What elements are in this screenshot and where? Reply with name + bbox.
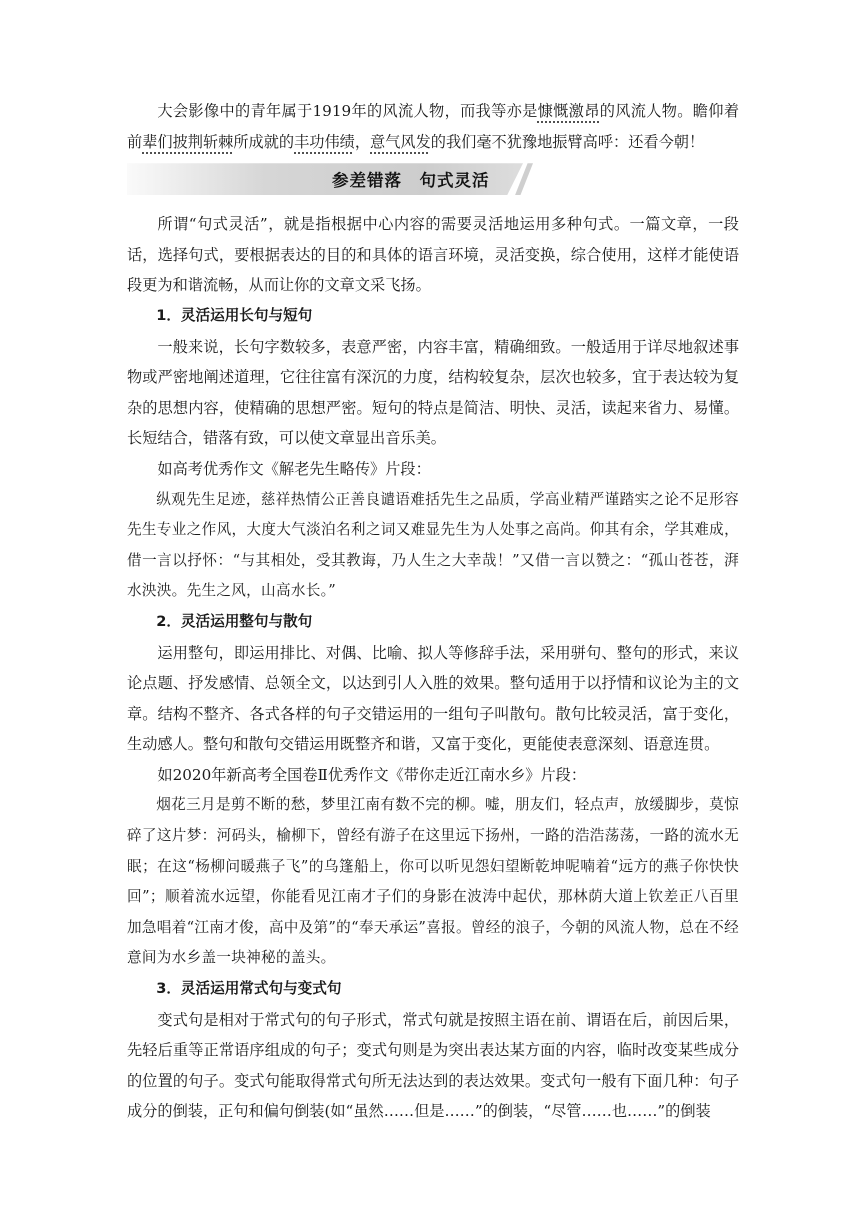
lead-paragraph: 所谓“句式灵活”，就是指根据中心内容的需要灵活地运用多种句式。一篇文章，一段话，选择句式，要根据表达的目的和具体的语言环境，灵活变换，综合使用，这样才能使语段更为和谐流畅，从而让你的文章文采飞扬。 [127,215,739,295]
example-intro-1: 如高考优秀作文《解老先生略传》片段： [157,459,431,478]
emphasis-text: 意气风发 [370,132,431,151]
emphasis-text: 丰功伟绩 [294,132,355,151]
section-heading-1: 1．灵活运用长句与短句 [156,306,313,324]
intro-text: 的风流人物。瞻仰着前 [127,102,740,151]
intro-text: 所成就的 [233,132,295,151]
document-page [127,96,739,1127]
intro-text: 大会影像中的青年属于1919年的风流人物，而我等亦是 [157,102,538,120]
section-banner [127,159,739,199]
emphasis-text: 慷慨激昂 [537,102,600,120]
intro-text: 的我们毫不犹豫地振臂高呼：还看今朝！ [430,132,705,151]
section-heading-2: 2．灵活运用整句与散句 [156,612,313,630]
body-paragraph-2: 运用整句，即运用排比、对偶、比喻、拟人等修辞手法，采用骈句、整句的形式，来议论点题、抒发感情、总领全文，以达到引人入胜的效果。整句适用于以抒情和议论为主的文章。结构不整齐、各式各样的句子交错运用的一组句子叫散句。散句比较灵活，富于变化，生动感人。整句和散句交错运用既整齐和谐，又富于变化，更能使表意深刻、语意连贯。 [127,643,739,754]
emphasis-text: 辈们披荆斩棘 [142,132,234,151]
intro-paragraph [127,96,739,157]
body-paragraph-3: 变式句是相对于常式句的句子形式，常式句就是按照主语在前、谓语在后，前因后果，先轻后重等正常语序组成的句子；变式句则是为突出表达某方面的内容，临时改变某些成分的位置的句子。变式句能取得常式句所无法达到的表达效果。变式句一般有下面几种：句子成分的倒装，正句和偏句倒装(如“虽然……但是……”的倒装，“尽管……也……”的倒装 [127,1010,739,1121]
example-quote-2: 烟花三月是剪不断的愁，梦里江南有数不完的柳。嘘，朋友们，轻点声，放缓脚步，莫惊碎了这片梦：河码头，榆柳下，曾经有游子在这里远下扬州，一路的浩浩荡荡，一路的流水无眠；在这“杨柳问暖燕子飞”的乌篷船上，你可以听见怨妇望断乾坤呢喃着“远方的燕子你快快回”；顺着流水远望，你能看见江南才子们的身影在波涛中起伏，那林荫大道上钦差正八百里加急唱着“江南才俊，高中及第”的“奉天承运”喜报。曾经的浪子，今朝的风流人物，总在不经意间为水乡盖一块神秘的盖头。 [127,796,739,967]
banner-title: 参差错落 句式灵活 [332,171,490,191]
intro-text: ， [354,132,370,151]
body-paragraph-1: 一般来说，长句字数较多，表意严密，内容丰富，精确细致。一般适用于详尽地叙述事物或严密地阐述道理，它往往富有深沉的力度，结构较复杂，层次也较多，宜于表达较为复杂的思想内容，使精确的思想严密。短句的特点是简洁、明快、灵活，读起来省力、易懂。长短结合，错落有致，可以使文章显出音乐美。 [127,337,739,448]
section-heading-3: 3．灵活运用常式句与变式句 [156,980,342,998]
example-intro-2: 如2020年新高考全国卷Ⅱ优秀作文《带你走近江南水乡》片段： [157,765,587,784]
example-quote-1: 纵观先生足迹，慈祥热情公正善良谴语难括先生之品质，学高业精严谨踏实之论不足形容先生专业之作风，大度大气淡泊名利之词又难显先生为人处事之高尚。仰其有余，学其难成，借一言以抒怀：“与其相处，受其教诲，乃人生之大幸哉！”又借一言以赞之：“孤山苍苍，湃水泱泱。先生之风，山高水长。” [127,490,739,600]
